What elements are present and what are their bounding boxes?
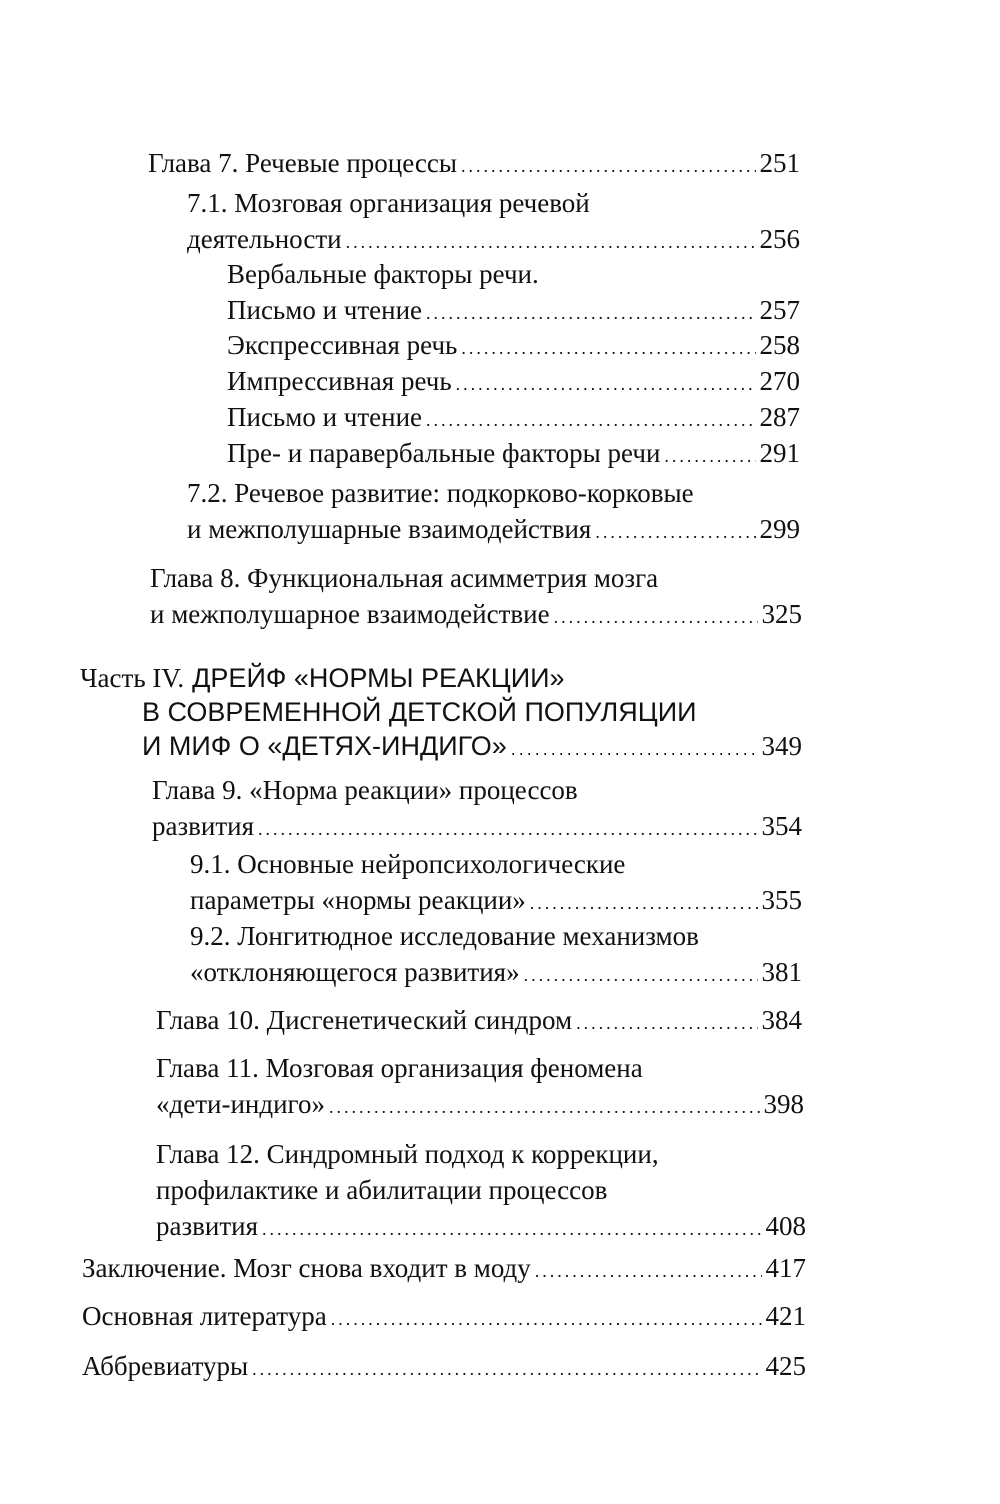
entry-title-line2: развития [152, 811, 255, 841]
toc-entry-impressive-speech[interactable] [227, 363, 800, 399]
toc-entry-chapter-12[interactable] [156, 1136, 806, 1244]
entry-title: Экспрессивная речь [227, 330, 458, 360]
entry-title-line1: Глава 11. Мозговая организация феномена [156, 1053, 643, 1083]
part-title-line3: И МИФ О «ДЕТЯХ-ИНДИГО» [142, 731, 507, 761]
entry-title: Глава 7. Речевые процессы [148, 148, 457, 178]
entry-page: 355 [761, 885, 802, 915]
entry-title-line1: Глава 12. Синдромный подход к коррекции, [156, 1139, 659, 1169]
entry-title: Пре- и паравербальные факторы речи [227, 438, 661, 468]
entry-page: 425 [765, 1351, 806, 1381]
entry-page: 258 [759, 330, 800, 360]
dot-leader [524, 957, 758, 993]
entry-page: 398 [763, 1089, 804, 1119]
dot-leader [331, 1301, 762, 1337]
dot-leader [258, 811, 757, 847]
toc-entry-chapter-8[interactable] [150, 560, 802, 632]
dot-leader [461, 330, 755, 366]
toc-entry-chapter-7[interactable] [148, 145, 800, 181]
entry-title: Импрессивная речь [227, 366, 452, 396]
dot-leader [535, 1253, 762, 1289]
entry-page: 287 [759, 402, 800, 432]
dot-leader [595, 514, 755, 550]
entry-page: 354 [761, 811, 802, 841]
entry-title-line2: «отклоняющегося развития» [190, 957, 520, 987]
toc-entry-writing-reading[interactable] [227, 399, 800, 435]
part-title-line2: В СОВРЕМЕННОЙ ДЕТСКОЙ ПОПУЛЯЦИИ [142, 697, 697, 727]
entry-title: Глава 10. Дисгенетический синдром [156, 1005, 573, 1035]
entry-page: 251 [759, 148, 800, 178]
entry-title-line2: деятельности [187, 224, 342, 254]
toc-entry-chapter-9[interactable] [152, 772, 802, 844]
toc-entry-part-4[interactable] [80, 660, 802, 762]
entry-page: 256 [759, 224, 800, 254]
dot-leader [554, 599, 758, 635]
toc-entry-expressive-speech[interactable] [227, 327, 800, 363]
entry-page: 299 [759, 514, 800, 544]
toc-entry-abbreviations[interactable] [82, 1348, 806, 1384]
dot-leader [576, 1005, 757, 1041]
entry-page: 270 [759, 366, 800, 396]
entry-title-line2: и межполушарные взаимодействия [187, 514, 592, 544]
toc-entry-section-7-2[interactable] [187, 475, 800, 547]
dot-leader [346, 224, 756, 260]
toc-entry-conclusion[interactable] [82, 1250, 806, 1286]
dot-leader [329, 1089, 760, 1125]
dot-leader [664, 438, 755, 474]
dot-leader [456, 366, 756, 402]
dot-leader [252, 1351, 761, 1387]
entry-title-line3: развития [156, 1211, 259, 1241]
entry-title-line1: 9.2. Лонгитюдное исследование механизмов [190, 921, 699, 951]
dot-leader [262, 1211, 761, 1247]
entry-title-line1: 7.2. Речевое развитие: подкорково-корковые [187, 478, 694, 508]
entry-page: 381 [761, 957, 802, 987]
entry-page: 257 [759, 295, 800, 325]
entry-title-line1: 9.1. Основные нейропсихологические [190, 849, 626, 879]
entry-title-line2: и межполушарное взаимодействие [150, 599, 550, 629]
entry-title-line1: Глава 8. Функциональная асимметрия мозга [150, 563, 659, 593]
toc-entry-verbal-factors[interactable] [227, 256, 800, 328]
entry-page: 421 [765, 1301, 806, 1331]
entry-title-line2: «дети-индиго» [156, 1089, 325, 1119]
entry-title-line1: Глава 9. «Норма реакции» процессов [152, 775, 578, 805]
entry-page: 349 [761, 731, 802, 761]
entry-page: 291 [759, 438, 800, 468]
part-title-line1: ДРЕЙФ «НОРМЫ РЕАКЦИИ» [192, 663, 565, 693]
toc-entry-chapter-11[interactable] [156, 1050, 804, 1122]
toc-entry-preverbal-factors[interactable] [227, 435, 800, 471]
entry-title: Аббревиатуры [82, 1351, 249, 1381]
entry-title-line2: параметры «нормы реакции» [190, 885, 526, 915]
dot-leader [426, 295, 755, 331]
toc-entry-literature[interactable] [82, 1298, 806, 1334]
entry-title: Письмо и чтение [227, 295, 423, 325]
entry-heading: Вербальные факторы речи. [227, 259, 539, 289]
entry-title: Письмо и чтение [227, 402, 423, 432]
toc-entry-chapter-10[interactable] [156, 1002, 802, 1038]
entry-page: 325 [761, 599, 802, 629]
entry-page: 408 [765, 1211, 806, 1241]
dot-leader [511, 731, 758, 767]
toc-entry-section-9-1[interactable] [190, 846, 802, 918]
entry-page: 384 [761, 1005, 802, 1035]
dot-leader [426, 402, 755, 438]
entry-title-line1: 7.1. Мозговая организация речевой [187, 188, 590, 218]
toc-entry-section-9-2[interactable] [190, 918, 802, 990]
dot-leader [530, 885, 758, 921]
entry-title: Основная литература [82, 1301, 327, 1331]
entry-title: Заключение. Мозг снова входит в моду [82, 1253, 531, 1283]
dot-leader [461, 148, 756, 184]
part-label: Часть IV. [80, 663, 185, 693]
toc-entry-section-7-1[interactable] [187, 185, 800, 257]
entry-title-line2: профилактике и абилитации процессов [156, 1175, 608, 1205]
entry-page: 417 [765, 1253, 806, 1283]
